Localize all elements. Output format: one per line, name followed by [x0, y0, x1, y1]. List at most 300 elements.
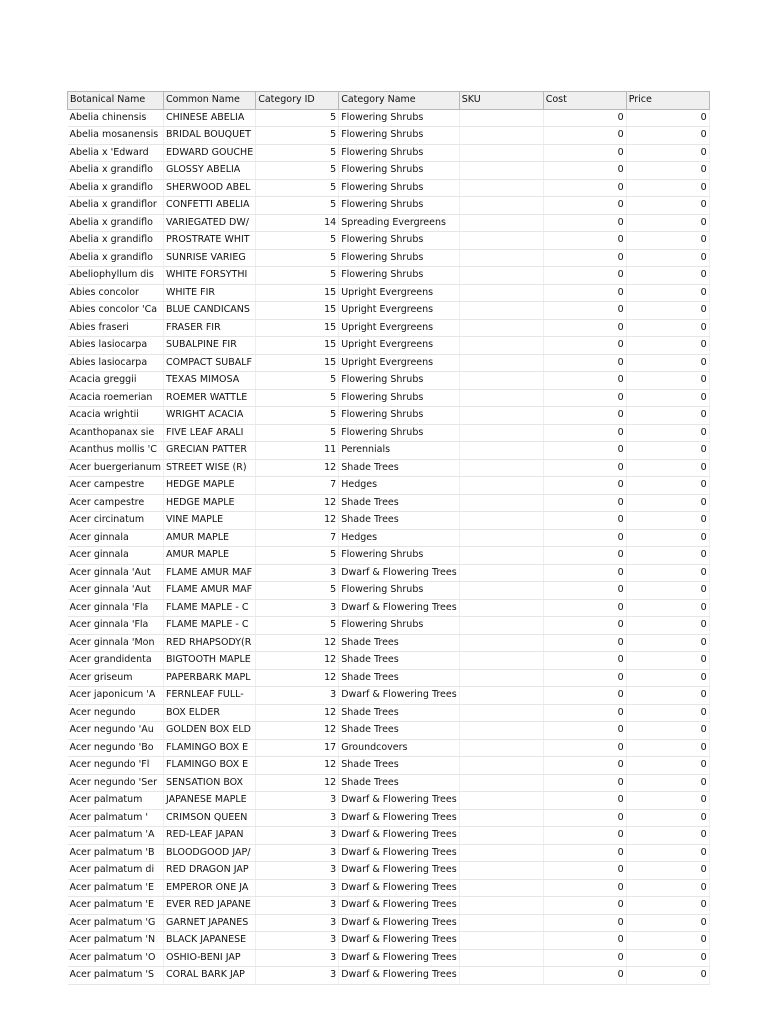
common-name-cell[interactable]: FERNLEAF FULL- — [164, 687, 256, 705]
cost-cell[interactable]: 0 — [543, 722, 626, 740]
category-name-cell[interactable]: Groundcovers — [339, 739, 460, 757]
botanical-name-cell[interactable]: Acer ginnala — [68, 547, 164, 565]
sku-cell[interactable] — [459, 547, 543, 565]
sku-cell[interactable] — [459, 459, 543, 477]
sku-cell[interactable] — [459, 774, 543, 792]
category-name-cell[interactable]: Flowering Shrubs — [339, 582, 460, 600]
cost-cell[interactable]: 0 — [543, 249, 626, 267]
botanical-name-cell[interactable]: Acer palmatum 'A — [68, 827, 164, 845]
common-name-cell[interactable]: EVER RED JAPANE — [164, 897, 256, 915]
category-name-cell[interactable]: Shade Trees — [339, 704, 460, 722]
cost-cell[interactable]: 0 — [543, 704, 626, 722]
sku-cell[interactable] — [459, 879, 543, 897]
sku-cell[interactable] — [459, 687, 543, 705]
botanical-name-cell[interactable]: Acacia roemerian — [68, 389, 164, 407]
category-id-cell[interactable]: 5 — [256, 179, 339, 197]
cost-cell[interactable]: 0 — [543, 914, 626, 932]
price-cell[interactable]: 0 — [626, 949, 709, 967]
price-cell[interactable]: 0 — [626, 477, 709, 495]
sku-cell[interactable] — [459, 809, 543, 827]
sku-cell[interactable] — [459, 932, 543, 950]
sku-cell[interactable] — [459, 949, 543, 967]
category-name-cell[interactable]: Flowering Shrubs — [339, 389, 460, 407]
sku-cell[interactable] — [459, 914, 543, 932]
botanical-name-cell[interactable]: Acer campestre — [68, 477, 164, 495]
category-id-cell[interactable]: 12 — [256, 704, 339, 722]
price-cell[interactable]: 0 — [626, 652, 709, 670]
botanical-name-cell[interactable]: Acer ginnala 'Aut — [68, 582, 164, 600]
sku-cell[interactable] — [459, 354, 543, 372]
common-name-cell[interactable]: GARNET JAPANES — [164, 914, 256, 932]
category-id-cell[interactable]: 7 — [256, 529, 339, 547]
category-id-cell[interactable]: 12 — [256, 722, 339, 740]
common-name-cell[interactable]: SUNRISE VARIEG — [164, 249, 256, 267]
cost-cell[interactable]: 0 — [543, 774, 626, 792]
common-name-cell[interactable]: FLAME MAPLE - C — [164, 599, 256, 617]
cost-cell[interactable]: 0 — [543, 319, 626, 337]
cost-cell[interactable]: 0 — [543, 109, 626, 127]
category-id-cell[interactable]: 3 — [256, 809, 339, 827]
price-cell[interactable]: 0 — [626, 337, 709, 355]
header-category-id[interactable]: Category ID — [256, 92, 339, 110]
category-name-cell[interactable]: Flowering Shrubs — [339, 407, 460, 425]
category-id-cell[interactable]: 5 — [256, 127, 339, 145]
botanical-name-cell[interactable]: Acer japonicum 'A — [68, 687, 164, 705]
botanical-name-cell[interactable]: Acacia greggii — [68, 372, 164, 390]
category-id-cell[interactable]: 11 — [256, 442, 339, 460]
botanical-name-cell[interactable]: Acer buergerianum — [68, 459, 164, 477]
cost-cell[interactable]: 0 — [543, 389, 626, 407]
category-id-cell[interactable]: 15 — [256, 337, 339, 355]
common-name-cell[interactable]: SHERWOOD ABEL — [164, 179, 256, 197]
category-id-cell[interactable]: 12 — [256, 512, 339, 530]
cost-cell[interactable]: 0 — [543, 354, 626, 372]
cost-cell[interactable]: 0 — [543, 862, 626, 880]
category-name-cell[interactable]: Shade Trees — [339, 722, 460, 740]
common-name-cell[interactable]: GOLDEN BOX ELD — [164, 722, 256, 740]
price-cell[interactable]: 0 — [626, 582, 709, 600]
category-name-cell[interactable]: Shade Trees — [339, 634, 460, 652]
sku-cell[interactable] — [459, 162, 543, 180]
botanical-name-cell[interactable]: Acer palmatum 'E — [68, 879, 164, 897]
price-cell[interactable]: 0 — [626, 372, 709, 390]
price-cell[interactable]: 0 — [626, 827, 709, 845]
botanical-name-cell[interactable]: Acer palmatum 'E — [68, 897, 164, 915]
category-name-cell[interactable]: Shade Trees — [339, 459, 460, 477]
sku-cell[interactable] — [459, 512, 543, 530]
common-name-cell[interactable]: FRASER FIR — [164, 319, 256, 337]
category-name-cell[interactable]: Dwarf & Flowering Trees — [339, 599, 460, 617]
category-name-cell[interactable]: Flowering Shrubs — [339, 109, 460, 127]
cost-cell[interactable]: 0 — [543, 459, 626, 477]
botanical-name-cell[interactable]: Acer negundo 'Ser — [68, 774, 164, 792]
common-name-cell[interactable]: ROEMER WATTLE — [164, 389, 256, 407]
price-cell[interactable]: 0 — [626, 774, 709, 792]
botanical-name-cell[interactable]: Acer palmatum 'O — [68, 949, 164, 967]
category-id-cell[interactable]: 15 — [256, 284, 339, 302]
category-id-cell[interactable]: 5 — [256, 424, 339, 442]
sku-cell[interactable] — [459, 249, 543, 267]
botanical-name-cell[interactable]: Acer circinatum — [68, 512, 164, 530]
price-cell[interactable]: 0 — [626, 144, 709, 162]
common-name-cell[interactable]: EDWARD GOUCHE — [164, 144, 256, 162]
header-category-name[interactable]: Category Name — [339, 92, 460, 110]
price-cell[interactable]: 0 — [626, 319, 709, 337]
category-id-cell[interactable]: 12 — [256, 494, 339, 512]
category-id-cell[interactable]: 5 — [256, 267, 339, 285]
common-name-cell[interactable]: FLAME AMUR MAF — [164, 582, 256, 600]
cost-cell[interactable]: 0 — [543, 879, 626, 897]
botanical-name-cell[interactable]: Acer palmatum — [68, 792, 164, 810]
category-id-cell[interactable]: 3 — [256, 949, 339, 967]
cost-cell[interactable]: 0 — [543, 844, 626, 862]
price-cell[interactable]: 0 — [626, 617, 709, 635]
category-name-cell[interactable]: Flowering Shrubs — [339, 267, 460, 285]
header-botanical-name[interactable]: Botanical Name — [68, 92, 164, 110]
cost-cell[interactable]: 0 — [543, 232, 626, 250]
sku-cell[interactable] — [459, 267, 543, 285]
price-cell[interactable]: 0 — [626, 302, 709, 320]
botanical-name-cell[interactable]: Acanthopanax sie — [68, 424, 164, 442]
price-cell[interactable]: 0 — [626, 844, 709, 862]
common-name-cell[interactable]: WHITE FIR — [164, 284, 256, 302]
cost-cell[interactable]: 0 — [543, 617, 626, 635]
price-cell[interactable]: 0 — [626, 932, 709, 950]
category-id-cell[interactable]: 12 — [256, 634, 339, 652]
sku-cell[interactable] — [459, 179, 543, 197]
category-id-cell[interactable]: 12 — [256, 669, 339, 687]
common-name-cell[interactable]: HEDGE MAPLE — [164, 494, 256, 512]
common-name-cell[interactable]: JAPANESE MAPLE — [164, 792, 256, 810]
category-id-cell[interactable]: 5 — [256, 407, 339, 425]
botanical-name-cell[interactable]: Acer ginnala 'Fla — [68, 599, 164, 617]
category-name-cell[interactable]: Spreading Evergreens — [339, 214, 460, 232]
botanical-name-cell[interactable]: Abies concolor — [68, 284, 164, 302]
common-name-cell[interactable]: BRIDAL BOUQUET — [164, 127, 256, 145]
botanical-name-cell[interactable]: Abies concolor 'Ca — [68, 302, 164, 320]
category-name-cell[interactable]: Flowering Shrubs — [339, 179, 460, 197]
common-name-cell[interactable]: RED RHAPSODY(R — [164, 634, 256, 652]
common-name-cell[interactable]: FIVE LEAF ARALI — [164, 424, 256, 442]
category-name-cell[interactable]: Flowering Shrubs — [339, 547, 460, 565]
botanical-name-cell[interactable]: Acanthus mollis 'C — [68, 442, 164, 460]
common-name-cell[interactable]: SENSATION BOX — [164, 774, 256, 792]
price-cell[interactable]: 0 — [626, 214, 709, 232]
category-id-cell[interactable]: 15 — [256, 302, 339, 320]
common-name-cell[interactable]: FLAME AMUR MAF — [164, 564, 256, 582]
price-cell[interactable]: 0 — [626, 547, 709, 565]
common-name-cell[interactable]: PROSTRATE WHIT — [164, 232, 256, 250]
category-name-cell[interactable]: Shade Trees — [339, 774, 460, 792]
botanical-name-cell[interactable]: Abelia x grandiflo — [68, 162, 164, 180]
common-name-cell[interactable]: WRIGHT ACACIA — [164, 407, 256, 425]
price-cell[interactable]: 0 — [626, 424, 709, 442]
category-id-cell[interactable]: 3 — [256, 792, 339, 810]
common-name-cell[interactable]: FLAMINGO BOX E — [164, 757, 256, 775]
category-name-cell[interactable]: Dwarf & Flowering Trees — [339, 564, 460, 582]
botanical-name-cell[interactable]: Abelia x grandiflo — [68, 249, 164, 267]
common-name-cell[interactable]: BLOODGOOD JAP/ — [164, 844, 256, 862]
common-name-cell[interactable]: AMUR MAPLE — [164, 529, 256, 547]
category-id-cell[interactable]: 14 — [256, 214, 339, 232]
price-cell[interactable]: 0 — [626, 739, 709, 757]
sku-cell[interactable] — [459, 652, 543, 670]
price-cell[interactable]: 0 — [626, 127, 709, 145]
common-name-cell[interactable]: VINE MAPLE — [164, 512, 256, 530]
cost-cell[interactable]: 0 — [543, 932, 626, 950]
price-cell[interactable]: 0 — [626, 494, 709, 512]
common-name-cell[interactable]: RED-LEAF JAPAN — [164, 827, 256, 845]
category-name-cell[interactable]: Flowering Shrubs — [339, 372, 460, 390]
category-name-cell[interactable]: Dwarf & Flowering Trees — [339, 844, 460, 862]
sku-cell[interactable] — [459, 564, 543, 582]
botanical-name-cell[interactable]: Abelia mosanensis — [68, 127, 164, 145]
category-id-cell[interactable]: 3 — [256, 879, 339, 897]
sku-cell[interactable] — [459, 967, 543, 985]
category-id-cell[interactable]: 17 — [256, 739, 339, 757]
botanical-name-cell[interactable]: Acer griseum — [68, 669, 164, 687]
common-name-cell[interactable]: STREET WISE (R) — [164, 459, 256, 477]
botanical-name-cell[interactable]: Abelia x 'Edward — [68, 144, 164, 162]
category-name-cell[interactable]: Flowering Shrubs — [339, 424, 460, 442]
price-cell[interactable]: 0 — [626, 512, 709, 530]
common-name-cell[interactable]: FLAME MAPLE - C — [164, 617, 256, 635]
category-id-cell[interactable]: 12 — [256, 757, 339, 775]
category-id-cell[interactable]: 3 — [256, 914, 339, 932]
cost-cell[interactable]: 0 — [543, 284, 626, 302]
price-cell[interactable]: 0 — [626, 792, 709, 810]
cost-cell[interactable]: 0 — [543, 442, 626, 460]
price-cell[interactable]: 0 — [626, 197, 709, 215]
cost-cell[interactable]: 0 — [543, 967, 626, 985]
sku-cell[interactable] — [459, 442, 543, 460]
price-cell[interactable]: 0 — [626, 897, 709, 915]
category-id-cell[interactable]: 3 — [256, 932, 339, 950]
botanical-name-cell[interactable]: Acer ginnala 'Mon — [68, 634, 164, 652]
common-name-cell[interactable]: HEDGE MAPLE — [164, 477, 256, 495]
category-id-cell[interactable]: 7 — [256, 477, 339, 495]
category-name-cell[interactable]: Upright Evergreens — [339, 302, 460, 320]
common-name-cell[interactable]: GLOSSY ABELIA — [164, 162, 256, 180]
category-name-cell[interactable]: Dwarf & Flowering Trees — [339, 949, 460, 967]
sku-cell[interactable] — [459, 529, 543, 547]
botanical-name-cell[interactable]: Acer ginnala 'Aut — [68, 564, 164, 582]
sku-cell[interactable] — [459, 757, 543, 775]
price-cell[interactable]: 0 — [626, 407, 709, 425]
category-id-cell[interactable]: 5 — [256, 249, 339, 267]
category-name-cell[interactable]: Dwarf & Flowering Trees — [339, 914, 460, 932]
sku-cell[interactable] — [459, 599, 543, 617]
category-name-cell[interactable]: Upright Evergreens — [339, 319, 460, 337]
common-name-cell[interactable]: VARIEGATED DW/ — [164, 214, 256, 232]
sku-cell[interactable] — [459, 827, 543, 845]
category-name-cell[interactable]: Shade Trees — [339, 494, 460, 512]
botanical-name-cell[interactable]: Acer palmatum 'S — [68, 967, 164, 985]
price-cell[interactable]: 0 — [626, 354, 709, 372]
price-cell[interactable]: 0 — [626, 109, 709, 127]
cost-cell[interactable]: 0 — [543, 739, 626, 757]
category-id-cell[interactable]: 12 — [256, 774, 339, 792]
common-name-cell[interactable]: SUBALPINE FIR — [164, 337, 256, 355]
cost-cell[interactable]: 0 — [543, 477, 626, 495]
sku-cell[interactable] — [459, 214, 543, 232]
sku-cell[interactable] — [459, 722, 543, 740]
category-name-cell[interactable]: Dwarf & Flowering Trees — [339, 809, 460, 827]
category-id-cell[interactable]: 5 — [256, 144, 339, 162]
sku-cell[interactable] — [459, 582, 543, 600]
common-name-cell[interactable]: OSHIO-BENI JAP — [164, 949, 256, 967]
sku-cell[interactable] — [459, 634, 543, 652]
common-name-cell[interactable]: EMPEROR ONE JA — [164, 879, 256, 897]
category-id-cell[interactable]: 3 — [256, 862, 339, 880]
category-id-cell[interactable]: 5 — [256, 162, 339, 180]
price-cell[interactable]: 0 — [626, 284, 709, 302]
price-cell[interactable]: 0 — [626, 967, 709, 985]
price-cell[interactable]: 0 — [626, 669, 709, 687]
common-name-cell[interactable]: CHINESE ABELIA — [164, 109, 256, 127]
cost-cell[interactable]: 0 — [543, 669, 626, 687]
price-cell[interactable]: 0 — [626, 687, 709, 705]
category-id-cell[interactable]: 5 — [256, 547, 339, 565]
cost-cell[interactable]: 0 — [543, 127, 626, 145]
category-id-cell[interactable]: 12 — [256, 652, 339, 670]
category-name-cell[interactable]: Flowering Shrubs — [339, 232, 460, 250]
botanical-name-cell[interactable]: Acer palmatum 'G — [68, 914, 164, 932]
cost-cell[interactable]: 0 — [543, 424, 626, 442]
cost-cell[interactable]: 0 — [543, 407, 626, 425]
cost-cell[interactable]: 0 — [543, 949, 626, 967]
sku-cell[interactable] — [459, 862, 543, 880]
common-name-cell[interactable]: BLACK JAPANESE — [164, 932, 256, 950]
botanical-name-cell[interactable]: Abelia x grandiflo — [68, 214, 164, 232]
botanical-name-cell[interactable]: Acer ginnala 'Fla — [68, 617, 164, 635]
cost-cell[interactable]: 0 — [543, 599, 626, 617]
common-name-cell[interactable]: CRIMSON QUEEN — [164, 809, 256, 827]
sku-cell[interactable] — [459, 739, 543, 757]
common-name-cell[interactable]: CORAL BARK JAP — [164, 967, 256, 985]
botanical-name-cell[interactable]: Acer campestre — [68, 494, 164, 512]
header-cost[interactable]: Cost — [543, 92, 626, 110]
cost-cell[interactable]: 0 — [543, 634, 626, 652]
cost-cell[interactable]: 0 — [543, 162, 626, 180]
header-sku[interactable]: SKU — [459, 92, 543, 110]
sku-cell[interactable] — [459, 617, 543, 635]
botanical-name-cell[interactable]: Acer palmatum di — [68, 862, 164, 880]
category-name-cell[interactable]: Dwarf & Flowering Trees — [339, 967, 460, 985]
category-id-cell[interactable]: 5 — [256, 389, 339, 407]
common-name-cell[interactable]: TEXAS MIMOSA — [164, 372, 256, 390]
category-name-cell[interactable]: Flowering Shrubs — [339, 249, 460, 267]
category-name-cell[interactable]: Upright Evergreens — [339, 354, 460, 372]
cost-cell[interactable]: 0 — [543, 144, 626, 162]
price-cell[interactable]: 0 — [626, 529, 709, 547]
price-cell[interactable]: 0 — [626, 599, 709, 617]
sku-cell[interactable] — [459, 897, 543, 915]
botanical-name-cell[interactable]: Abeliophyllum dis — [68, 267, 164, 285]
category-name-cell[interactable]: Dwarf & Flowering Trees — [339, 792, 460, 810]
category-name-cell[interactable]: Dwarf & Flowering Trees — [339, 897, 460, 915]
category-id-cell[interactable]: 5 — [256, 617, 339, 635]
category-name-cell[interactable]: Dwarf & Flowering Trees — [339, 932, 460, 950]
sku-cell[interactable] — [459, 109, 543, 127]
category-id-cell[interactable]: 15 — [256, 354, 339, 372]
category-id-cell[interactable]: 3 — [256, 967, 339, 985]
category-name-cell[interactable]: Hedges — [339, 477, 460, 495]
cost-cell[interactable]: 0 — [543, 564, 626, 582]
sku-cell[interactable] — [459, 319, 543, 337]
botanical-name-cell[interactable]: Acer palmatum ' — [68, 809, 164, 827]
cost-cell[interactable]: 0 — [543, 494, 626, 512]
common-name-cell[interactable]: PAPERBARK MAPL — [164, 669, 256, 687]
botanical-name-cell[interactable]: Acer negundo — [68, 704, 164, 722]
price-cell[interactable]: 0 — [626, 757, 709, 775]
header-price[interactable]: Price — [626, 92, 709, 110]
category-name-cell[interactable]: Shade Trees — [339, 652, 460, 670]
sku-cell[interactable] — [459, 127, 543, 145]
sku-cell[interactable] — [459, 144, 543, 162]
sku-cell[interactable] — [459, 407, 543, 425]
sku-cell[interactable] — [459, 232, 543, 250]
category-id-cell[interactable]: 3 — [256, 564, 339, 582]
cost-cell[interactable]: 0 — [543, 792, 626, 810]
category-name-cell[interactable]: Dwarf & Flowering Trees — [339, 879, 460, 897]
category-name-cell[interactable]: Flowering Shrubs — [339, 127, 460, 145]
cost-cell[interactable]: 0 — [543, 827, 626, 845]
common-name-cell[interactable]: COMPACT SUBALF — [164, 354, 256, 372]
botanical-name-cell[interactable]: Abies lasiocarpa — [68, 337, 164, 355]
category-id-cell[interactable]: 5 — [256, 232, 339, 250]
sku-cell[interactable] — [459, 372, 543, 390]
category-name-cell[interactable]: Shade Trees — [339, 757, 460, 775]
cost-cell[interactable]: 0 — [543, 512, 626, 530]
category-name-cell[interactable]: Flowering Shrubs — [339, 144, 460, 162]
sku-cell[interactable] — [459, 197, 543, 215]
category-id-cell[interactable]: 3 — [256, 687, 339, 705]
category-id-cell[interactable]: 12 — [256, 459, 339, 477]
botanical-name-cell[interactable]: Acer ginnala — [68, 529, 164, 547]
sku-cell[interactable] — [459, 477, 543, 495]
price-cell[interactable]: 0 — [626, 809, 709, 827]
sku-cell[interactable] — [459, 844, 543, 862]
price-cell[interactable]: 0 — [626, 442, 709, 460]
cost-cell[interactable]: 0 — [543, 757, 626, 775]
cost-cell[interactable]: 0 — [543, 179, 626, 197]
common-name-cell[interactable]: WHITE FORSYTHI — [164, 267, 256, 285]
category-id-cell[interactable]: 5 — [256, 109, 339, 127]
price-cell[interactable]: 0 — [626, 249, 709, 267]
price-cell[interactable]: 0 — [626, 162, 709, 180]
category-id-cell[interactable]: 3 — [256, 827, 339, 845]
cost-cell[interactable]: 0 — [543, 547, 626, 565]
sku-cell[interactable] — [459, 389, 543, 407]
category-name-cell[interactable]: Perennials — [339, 442, 460, 460]
category-name-cell[interactable]: Flowering Shrubs — [339, 162, 460, 180]
category-id-cell[interactable]: 15 — [256, 319, 339, 337]
botanical-name-cell[interactable]: Acer negundo 'Fl — [68, 757, 164, 775]
price-cell[interactable]: 0 — [626, 879, 709, 897]
botanical-name-cell[interactable]: Abelia x grandiflo — [68, 179, 164, 197]
category-name-cell[interactable]: Flowering Shrubs — [339, 617, 460, 635]
category-id-cell[interactable]: 5 — [256, 372, 339, 390]
cost-cell[interactable]: 0 — [543, 267, 626, 285]
common-name-cell[interactable]: BOX ELDER — [164, 704, 256, 722]
price-cell[interactable]: 0 — [626, 267, 709, 285]
cost-cell[interactable]: 0 — [543, 197, 626, 215]
botanical-name-cell[interactable]: Acer grandidenta — [68, 652, 164, 670]
sku-cell[interactable] — [459, 302, 543, 320]
category-name-cell[interactable]: Dwarf & Flowering Trees — [339, 687, 460, 705]
price-cell[interactable]: 0 — [626, 179, 709, 197]
